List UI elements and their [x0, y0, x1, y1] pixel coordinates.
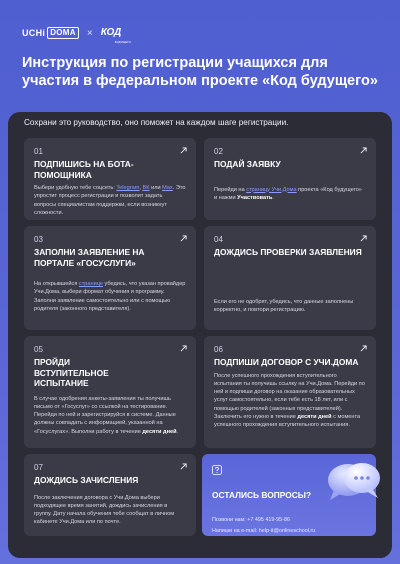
step-title: ДОЖДИСЬ ЗАЧИСЛЕНИЯ: [34, 475, 139, 485]
logo-kod-text: КОД: [100, 27, 121, 38]
gosuslugi-page-link[interactable]: странице: [78, 281, 103, 287]
logos: [22, 26, 378, 44]
step-title: ПОДПИШИСЬ НА БОТА-ПОМОЩНИКА: [34, 159, 134, 180]
step-title: ПРОЙДИ ВСТУПИТЕЛЬНОЕ ИСПЫТАНИЕ: [34, 357, 109, 388]
step-number: 03: [34, 235, 43, 244]
step-number: 05: [34, 345, 43, 354]
step-card-01: [24, 138, 196, 220]
arrow-up-right-icon: [180, 235, 187, 242]
telegram-link[interactable]: Telegram: [116, 185, 140, 191]
step-card-05: [24, 336, 196, 448]
step-card-02: [204, 138, 376, 220]
page-title: Инструкция по регистрации учащихся для участия в федеральном проекте «Код будущего»: [22, 55, 378, 89]
arrow-up-right-icon: [180, 463, 187, 470]
step-number: 07: [34, 463, 43, 472]
vk-link[interactable]: ВК: [142, 185, 150, 191]
step-text: После успешного прохождения вступительного испытания ты получишь ссылку на Учи.Дома. Перейди по ней и подпиши договор на оказание образовательных услуг самостоятельно, если тебе есть 18 лет, или с помощью родителей (законных представителей). Заключить его нужно в течение десяти дней с момента успешного прохождения вступительного испытания.: [214, 372, 365, 429]
help-title: ОСТАЛИСЬ ВОПРОСЫ?: [212, 490, 312, 500]
step-text: Перейди на страницу Учи.Дома проекта «Код будущего» и нажми Участвовать.: [214, 186, 362, 201]
step-number: 02: [214, 147, 223, 156]
step-title: ПОДПИШИ ДОГОВОР С УЧИ.ДОМА: [214, 357, 359, 367]
step-number: 06: [214, 345, 223, 354]
question-icon: [212, 465, 222, 475]
step-text: В случае одобрения анкеты-заявления ты получишь письмо от «Госуслуг» со ссылкой на тестирование. Перейди по ней и зарегистрируйся в системе. Данные должны совпадать с информацией, указанной на «Госуслугах». Выполни работу в течение десяти дней.: [34, 395, 179, 435]
step-card-07: [24, 454, 196, 536]
page-subtitle: Сохрани это руководство, оно поможет на каждом шаге регистрации.: [24, 118, 289, 127]
uchi-doma-logo: [22, 27, 79, 39]
logo-doma-text: DOMA: [47, 27, 79, 39]
step-text: Если его не одобрят, убедись, что данные заполнены корректно, и повтори регистрацию.: [214, 298, 354, 313]
step-card-04: [204, 226, 376, 330]
logo-kod-sub: БУДУЩЕГО: [114, 40, 131, 44]
step-title: ЗАПОЛНИ ЗАЯВЛЕНИЕ НА ПОРТАЛЕ «ГОСУСЛУГИ»: [34, 247, 145, 268]
arrow-up-right-icon: [360, 345, 367, 352]
step-text: После заключения договора с Учи.Дома выбери подходящее время занятий, дождись зачисления в группу. Дату начала обучения тебе сообщат в личном кабинете Учи.Дома или по почте.: [34, 494, 175, 526]
step-number: 01: [34, 147, 43, 156]
kod-budushchego-logo: [100, 27, 131, 44]
step-text: Выбери удобную тебе соцсеть: Telegram, ВК или Max. Это упростит процесс регистрации и позволит задать вопросы специалистам поддержки, если возникнут сложности.: [34, 185, 186, 216]
arrow-up-right-icon: [180, 345, 187, 352]
uchi-doma-page-link[interactable]: страницу Учи.Дома: [246, 186, 297, 193]
step-card-06: [204, 336, 376, 448]
help-phone[interactable]: Позвони нам: +7 495 419-95-86: [212, 517, 290, 523]
step-card-03: [24, 226, 196, 330]
help-email[interactable]: Напиши на e-mail: help-it@onlineschool.ru: [212, 528, 316, 534]
arrow-up-right-icon: [360, 147, 367, 154]
step-title: ПОДАЙ ЗАЯВКУ: [214, 159, 281, 169]
help-card: [202, 454, 376, 536]
chat-bubbles-icon: [326, 456, 382, 506]
arrow-up-right-icon: [180, 147, 187, 154]
step-number: 04: [214, 235, 223, 244]
step-title: ДОЖДИСЬ ПРОВЕРКИ ЗАЯВЛЕНИЯ: [214, 247, 362, 257]
arrow-up-right-icon: [360, 235, 367, 242]
logo-separator: ×: [86, 27, 93, 39]
header: [0, 0, 400, 110]
logo-uchi-text: UCHi: [22, 28, 46, 38]
max-link[interactable]: Max: [162, 185, 173, 191]
step-text: На открывшейся странице убедись, что указан провайдер Учи.Дома, выбери формат обучения и программу. Заполни заявление самостоятельно или с помощью родителя (законного представителя).: [34, 281, 186, 312]
